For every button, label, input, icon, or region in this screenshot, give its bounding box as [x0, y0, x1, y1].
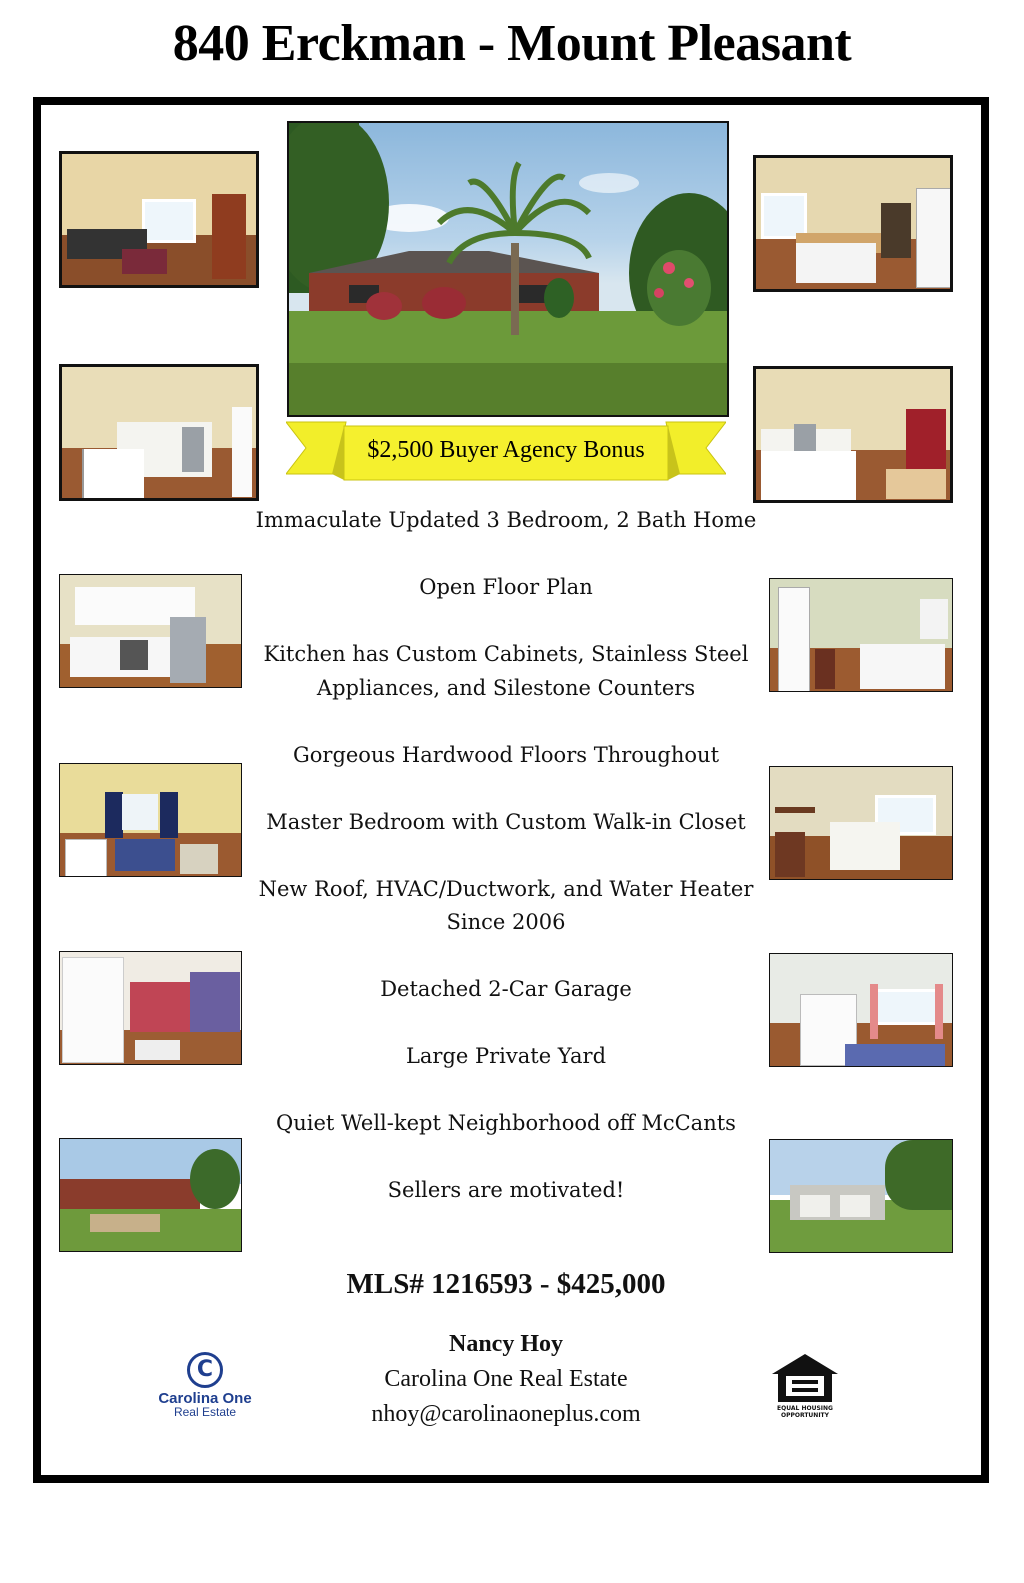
- carolina-one-logo: [150, 1352, 260, 1419]
- feature-item: Master Bedroom with Custom Walk-in Closet: [266, 809, 746, 834]
- agent-company: Carolina One Real Estate: [384, 1366, 628, 1392]
- bonus-banner-label: $2,500 Buyer Agency Bonus: [367, 437, 645, 463]
- feature-item: Immaculate Updated 3 Bedroom, 2 Bath Home: [255, 508, 757, 532]
- feature-item: Kitchen has Custom Cabinets, Stainless Steel Appliances, and Silestone Counters: [263, 642, 749, 700]
- feature-item: Open Floor Plan: [419, 575, 593, 599]
- kitchen-dining-photo: [59, 364, 259, 501]
- agent-name: Nancy Hoy: [449, 1331, 563, 1357]
- feature-item: Quiet Well-kept Neighborhood off McCants: [276, 1111, 736, 1135]
- flyer-title: 840 Erckman - Mount Pleasant: [172, 15, 852, 72]
- copyright-c-icon: C: [187, 1352, 223, 1388]
- hero-house-photo: [287, 121, 729, 417]
- equal-housing-label: EQUAL HOUSING OPPORTUNITY: [777, 1405, 833, 1419]
- mls-price: MLS# 1216593 - $425,000: [346, 1268, 666, 1300]
- equal-housing-icon: [770, 1352, 840, 1404]
- logo-sub: Real Estate: [173, 1405, 237, 1419]
- guest-bedroom-photo: [769, 953, 953, 1067]
- house-exterior-image: [289, 123, 727, 415]
- master-bedroom-photo: [769, 766, 953, 880]
- feature-item: Large Private Yard: [405, 1044, 607, 1068]
- logo-brand: Carolina One: [158, 1390, 252, 1407]
- feature-item: New Roof, HVAC/Ductwork, and Water Heater Since 2006: [258, 876, 754, 934]
- living-room-photo: [59, 151, 259, 288]
- feature-item: Gorgeous Hardwood Floors Throughout: [292, 742, 720, 767]
- feature-item: Sellers are motivated!: [387, 1178, 625, 1202]
- breakfast-nook-photo: [769, 578, 953, 692]
- feature-item: Detached 2-Car Garage: [380, 977, 632, 1001]
- walk-in-closet-photo: [59, 951, 242, 1065]
- detached-garage-photo: [769, 1139, 953, 1253]
- nursery-photo: [59, 763, 242, 877]
- feature-list: [255, 504, 757, 1241]
- agent-email[interactable]: nhoy@carolinaoneplus.com: [371, 1401, 641, 1427]
- backyard-patio-photo: [59, 1138, 242, 1252]
- dining-room-photo: [753, 155, 953, 292]
- kitchen-bar-photo: [753, 366, 953, 503]
- kitchen-cabinets-photo: [59, 574, 242, 688]
